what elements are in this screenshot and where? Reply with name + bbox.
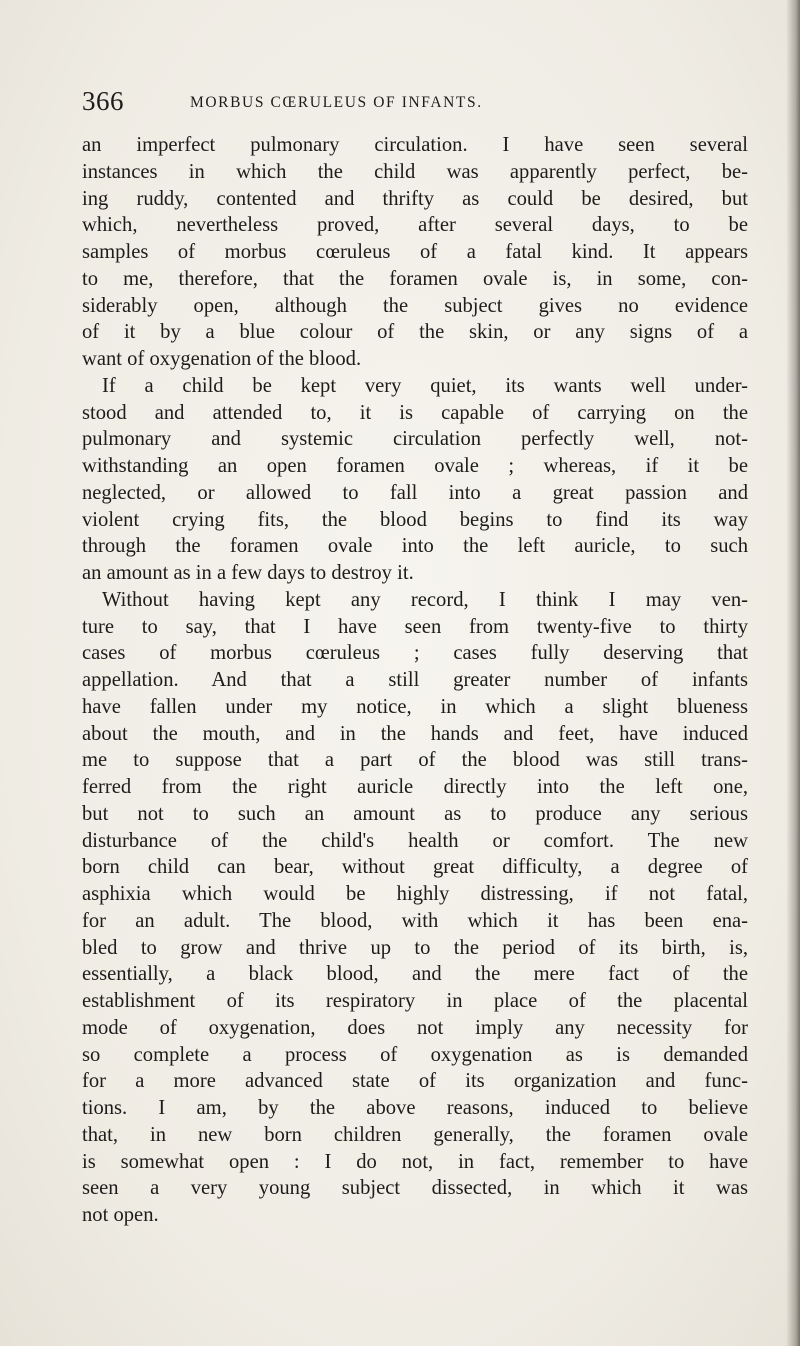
text-line: but not to such an amount as to produce any serious — [82, 802, 748, 825]
body-text — [82, 132, 748, 1229]
text-line: to me, therefore, that the foramen ovale is, in some, con- — [82, 267, 748, 290]
text-line: me to suppose that a part of the blood was still trans- — [82, 749, 748, 772]
page-edge-shadow — [786, 0, 800, 1346]
text-line: cases of morbus cœruleus ; cases fully deserving that — [82, 642, 748, 665]
text-line: appellation. And that a still greater number of infants — [82, 669, 748, 691]
text-line: neglected, or allowed to fall into a great passion and — [82, 481, 748, 504]
page-header — [82, 86, 742, 126]
text-line: ture to say, that I have seen from twenty-five to thirty — [82, 615, 748, 638]
text-line: tions. I am, by the above reasons, induced to believe — [82, 1097, 748, 1119]
text-line: have fallen under my notice, in which a slight blueness — [82, 695, 748, 718]
text-line: bled to grow and thrive up to the period of its birth, is, — [82, 936, 748, 959]
text-line: pulmonary and systemic circulation perfectly well, not- — [82, 428, 748, 451]
text-line: for an adult. The blood, with which it has been ena- — [82, 909, 748, 932]
text-line: an imperfect pulmonary circulation. I have seen several — [82, 134, 748, 156]
text-line: which, nevertheless proved, after several days, to be — [82, 214, 748, 237]
text-line: withstanding an open foramen ovale ; whereas, if it be — [82, 455, 748, 477]
text-line: If a child be kept very quiet, its wants well under- — [102, 374, 748, 397]
text-line: essentially, a black blood, and the mere fact of the — [82, 963, 748, 986]
text-line: disturbance of the child's health or comfort. The new — [82, 829, 748, 852]
text-line: of it by a blue colour of the skin, or any signs of a — [82, 321, 748, 344]
text-line: is somewhat open : I do not, in fact, remember to have — [82, 1150, 748, 1173]
text-line: for a more advanced state of its organization and func- — [82, 1070, 748, 1093]
text-line: violent crying fits, the blood begins to find its way — [82, 508, 748, 531]
text-line: samples of morbus cœruleus of a fatal kind. It appears — [82, 241, 748, 263]
running-head: MORBUS CŒRULEUS OF INFANTS. — [190, 94, 483, 111]
text-line: so complete a process of oxygenation as is demanded — [82, 1043, 748, 1066]
text-line: siderably open, although the subject gives no evidence — [82, 294, 748, 317]
text-line: ing ruddy, contented and thrifty as could be desired, but — [82, 187, 748, 210]
page-number: 366 — [82, 86, 124, 116]
text-line: establishment of its respiratory in place of the placental — [82, 990, 748, 1012]
text-line: an amount as in a few days to destroy it. — [82, 562, 414, 584]
text-line: instances in which the child was apparently perfect, be- — [82, 160, 748, 183]
text-line: not open. — [82, 1204, 159, 1226]
text-line: seen a very young subject dissected, in which it was — [82, 1177, 748, 1200]
text-line: Without having kept any record, I think I may ven- — [102, 588, 748, 611]
text-line: want of oxygenation of the blood. — [82, 348, 362, 370]
text-line: that, in new born children generally, the foramen ovale — [82, 1123, 748, 1146]
text-line: born child can bear, without great difficulty, a degree of — [82, 856, 748, 879]
text-line: asphixia which would be highly distressing, if not fatal, — [82, 883, 748, 905]
text-line: through the foramen ovale into the left auricle, to such — [82, 535, 748, 558]
text-line: stood and attended to, it is capable of carrying on the — [82, 401, 748, 424]
text-line: mode of oxygenation, does not imply any necessity for — [82, 1016, 748, 1039]
text-line: ferred from the right auricle directly into the left one, — [82, 776, 748, 798]
text-line: about the mouth, and in the hands and feet, have induced — [82, 722, 748, 745]
